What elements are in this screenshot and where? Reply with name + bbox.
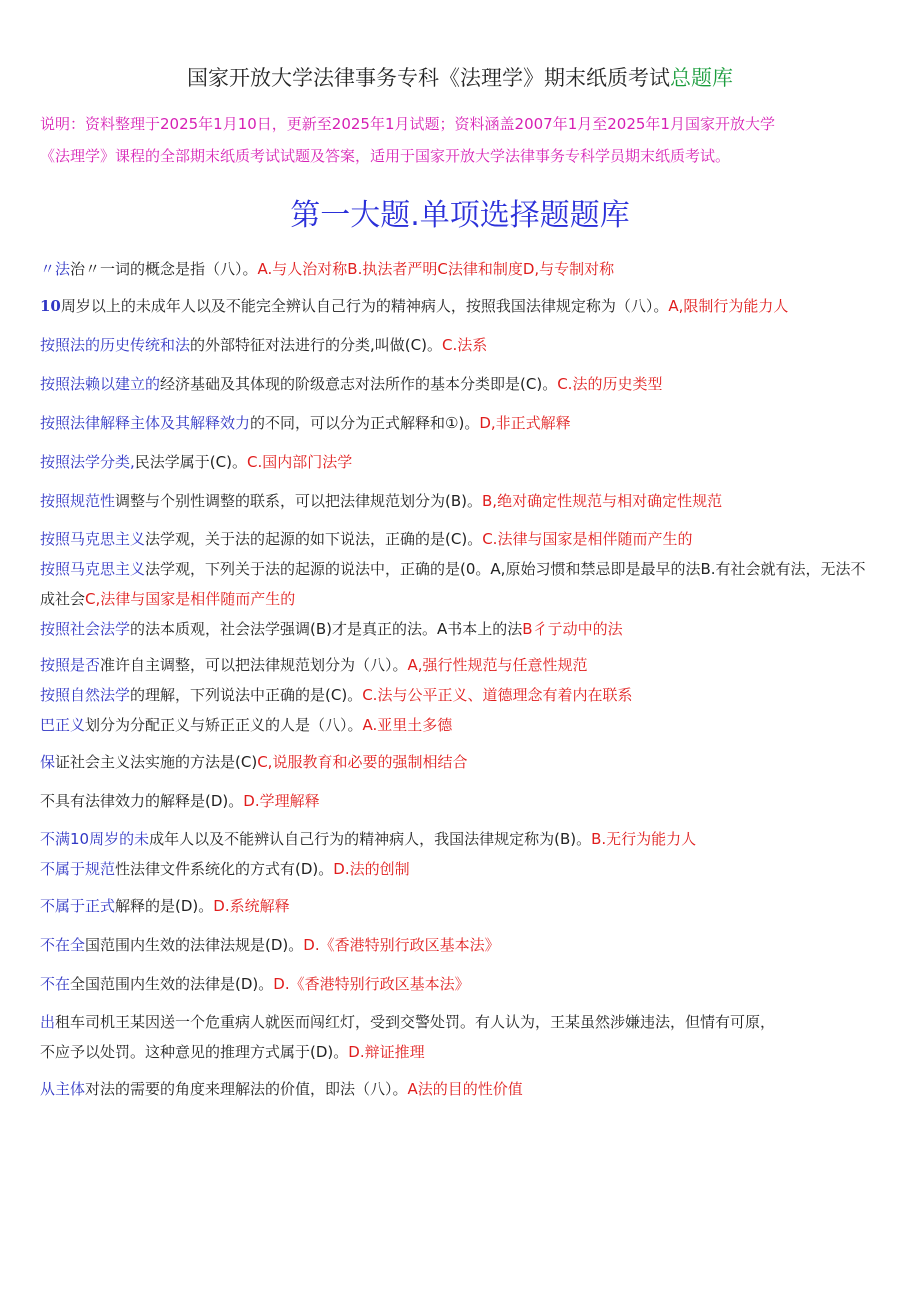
question-answer: C,法律与国家是相伴随而产生的: [85, 590, 296, 608]
question-text: 不具有法律效力的解释是(D)。: [40, 792, 244, 810]
question-lead: 按照法学分类,: [40, 453, 135, 471]
question-item: [40, 584, 890, 614]
question-text: 全国范围内生效的法律是(D)。: [70, 975, 274, 993]
question-text: 证社会主义法实施的方法是(C): [55, 753, 258, 771]
question-answer: A法的目的性价值: [407, 1080, 523, 1098]
question-text: 国范围内生效的法律法规是(D)。: [85, 936, 304, 954]
question-lead: 不属于规范: [40, 860, 116, 878]
question-lead: 按照法律解释主体及其解释效力: [40, 414, 251, 432]
question-item: [40, 1007, 890, 1037]
question-item: [40, 329, 890, 362]
question-item: [40, 407, 890, 440]
question-answer: C,说服教育和必要的强制相结合: [257, 753, 468, 771]
question-answer: A,限制行为能力人: [668, 297, 789, 315]
question-item: [40, 614, 890, 644]
question-item: [40, 368, 890, 401]
question-item: [40, 824, 890, 854]
question-lead: 按照自然法学: [40, 686, 131, 704]
document-title: [0, 62, 920, 92]
question-item: [40, 554, 890, 584]
question-item: [40, 710, 890, 740]
question-text: 对法的需要的角度来理解法的价值，即法（八）。: [85, 1080, 408, 1098]
question-answer: B,绝对确定性规范与相对确定性规范: [482, 492, 723, 510]
question-text: 的外部特征对法进行的分类,叫做(C)。: [190, 336, 442, 354]
question-item: [40, 968, 890, 1001]
question-answer: C.法的历史类型: [557, 375, 663, 393]
section-heading: 第一大题.单项选择题题库: [290, 198, 630, 233]
question-item: [40, 680, 890, 710]
question-text: 周岁以上的未成年人以及不能完全辨认自己行为的精神病人，按照我国法律规定称为（八）。: [60, 297, 669, 315]
question-answer: C.法系: [441, 336, 488, 354]
question-text: 成社会: [40, 590, 86, 608]
question-text: 治〃一词的概念是指（八）。: [70, 260, 258, 278]
question-lead: 不在: [40, 975, 71, 993]
question-item: [40, 890, 890, 923]
question-text: 调整与个别性调整的联系，可以把法律规范划分为(B)。: [115, 492, 483, 510]
question-answer: D.《香港特别行政区基本法》: [303, 936, 500, 954]
question-lead: 不满10周岁的未: [40, 830, 150, 848]
question-item: [40, 854, 890, 884]
question-lead: 不属于正式: [40, 897, 116, 915]
question-lead: 出: [40, 1013, 56, 1031]
question-answer: D.辩证推理: [348, 1043, 425, 1061]
question-lead: 按照法的历史传统和法: [40, 336, 191, 354]
question-item: [40, 446, 890, 479]
question-text: 划分为分配正义与矫正正义的人是（八）。: [85, 716, 363, 734]
question-lead: 不在全: [40, 936, 86, 954]
question-lead: 按照马克思主义: [40, 530, 146, 548]
question-answer: D.法的创制: [333, 860, 410, 878]
title-main: 国家开放大学法律事务专科《法理学》期末纸质考试: [187, 66, 670, 90]
question-answer: C.法与公平正义、道德理念有着内在联系: [362, 686, 633, 704]
question-answer: D.系统解释: [213, 897, 290, 915]
question-answer: B.无行为能力人: [591, 830, 697, 848]
title-suffix: 总题库: [670, 66, 733, 90]
document-note: [40, 108, 890, 172]
question-answer: D,非正式解释: [479, 414, 571, 432]
question-answer: A.亚里土多德: [362, 716, 453, 734]
question-answer: D.学理解释: [243, 792, 320, 810]
question-text: 法学观，下列关于法的起源的说法中，正确的是(0。A,原始习惯和禁忌即是最早的法B.有社会就有法，无法不: [145, 560, 866, 578]
question-lead: 从主体: [40, 1080, 86, 1098]
question-text: 民法学属于(C)。: [134, 453, 247, 471]
note-line-2: 《法理学》课程的全部期末纸质考试试题及答案，适用于国家开放大学法律事务专科学员期末纸质考试。: [40, 147, 731, 165]
question-text: 租车司机王某因送一个危重病人就医而闯红灯，受到交警处罚。有人认为，王某虽然涉嫌违法，但情有可原，: [55, 1013, 776, 1031]
question-text: 经济基础及其体现的阶级意志对法所作的基本分类即是(C)。: [160, 375, 558, 393]
question-answer: C.法律与国家是相伴随而产生的: [482, 530, 693, 548]
question-item: [40, 650, 890, 680]
question-text: 的法本质观，社会法学强调(B)才是真正的法。A书本上的法: [130, 620, 523, 638]
question-item: [40, 746, 890, 779]
question-text: 的理解，下列说法中正确的是(C)。: [130, 686, 363, 704]
question-answer: C.国内部门法学: [246, 453, 353, 471]
question-answer: B彳亍动中的法: [522, 620, 623, 638]
question-lead: 按照法赖以建立的: [40, 375, 161, 393]
question-item: [40, 1037, 890, 1067]
question-text: 不应予以处罚。这种意见的推理方式属于(D)。: [40, 1043, 349, 1061]
question-lead: 巴正义: [40, 716, 86, 734]
question-text: 准许自主调整，可以把法律规范划分为（八）。: [100, 656, 408, 674]
question-text: 性法律文件系统化的方式有(D)。: [115, 860, 334, 878]
question-item: [40, 524, 890, 554]
question-text: 的不同，可以分为正式解释和①)。: [250, 414, 480, 432]
question-lead: 按照马克思主义: [40, 560, 146, 578]
note-line-1: 说明：资料整理于2025年1月10日，更新至2025年1月试题；资料涵盖2007年1月至2025年1月国家开放大学: [40, 115, 775, 133]
question-lead: 保: [40, 753, 56, 771]
question-lead: 10: [40, 297, 61, 315]
question-answer: A,强行性规范与任意性规范: [407, 656, 588, 674]
question-text: 解释的是(D)。: [115, 897, 214, 915]
question-item: [40, 290, 890, 323]
question-lead: 按照社会法学: [40, 620, 131, 638]
question-answer: A.与人治对称B.执法者严明C法律和制度D,与专制对称: [257, 260, 615, 278]
question-item: [40, 253, 890, 286]
question-lead: 按照规范性: [40, 492, 116, 510]
question-text: 法学观，关于法的起源的如下说法，正确的是(C)。: [145, 530, 483, 548]
question-answer: D.《香港特别行政区基本法》: [273, 975, 470, 993]
question-text: 成年人以及不能辨认自己行为的精神病人，我国法律规定称为(B)。: [149, 830, 592, 848]
question-item: [40, 929, 890, 962]
question-lead: 按照是否: [40, 656, 101, 674]
question-list: [40, 253, 890, 1112]
question-item: [40, 785, 890, 818]
question-lead: 〃法: [40, 260, 71, 278]
question-item: [40, 1073, 890, 1106]
question-item: [40, 485, 890, 518]
